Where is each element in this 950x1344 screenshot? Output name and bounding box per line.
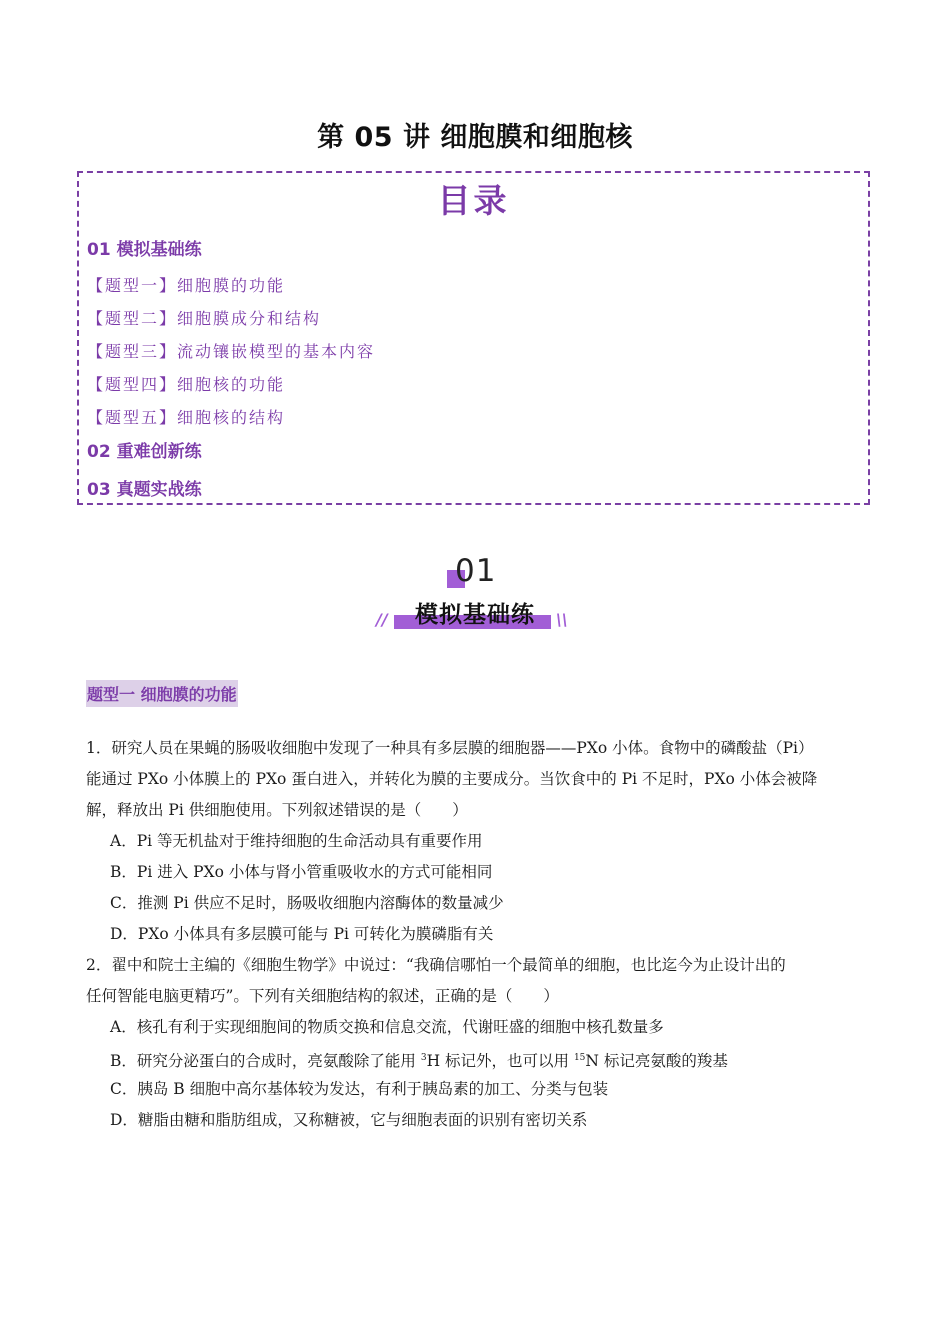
q2-option-b-mid: H 标记外，也可以用	[426, 1052, 574, 1070]
banner-left-slash: //	[376, 610, 388, 629]
q2-option-b-sup2: 15	[573, 1053, 586, 1063]
q1-option-d: D．PXo 小体具有多层膜可能与 Pi 可转化为膜磷脂有关	[110, 925, 494, 943]
q1-stem-line1: 1．研究人员在果蝇的肠吸收细胞中发现了一种具有多层膜的细胞器——PXo 小体。食物中的磷酸盐（Pi）	[86, 739, 814, 757]
q2-option-d: D．糖脂由糖和脂肪组成，又称糖被，它与细胞表面的识别有密切关系	[110, 1111, 588, 1129]
q2-stem-line1: 2．翟中和院士主编的《细胞生物学》中说过：“我确信哪怕一个最简单的细胞，也比迄今为止设计出的	[86, 956, 786, 974]
q2-option-b	[110, 1043, 728, 1077]
toc-heading: 目录	[437, 181, 510, 220]
page-title: 第 05 讲 细胞膜和细胞核	[317, 122, 633, 153]
toc-item-2[interactable]: 【题型二】细胞膜成分和结构	[87, 309, 322, 328]
type-heading: 题型一 细胞膜的功能	[86, 680, 238, 707]
q2-option-b-post: N 标记亮氨酸的羧基	[585, 1052, 728, 1070]
toc-item-3[interactable]: 【题型三】流动镶嵌模型的基本内容	[87, 342, 376, 361]
q2-option-b-sup1: 3	[420, 1053, 427, 1063]
q2-option-b-pre: B．研究分泌蛋白的合成时，亮氨酸除了能用	[110, 1052, 421, 1070]
q2-option-c: C．胰岛 B 细胞中高尔基体较为发达，有利于胰岛素的加工、分类与包装	[110, 1080, 609, 1098]
q2-option-a: A．核孔有利于实现细胞间的物质交换和信息交流，代谢旺盛的细胞中核孔数量多	[110, 1018, 664, 1036]
table-of-contents	[77, 171, 870, 505]
banner-label: 模拟基础练	[415, 602, 535, 628]
banner-number: 01	[455, 553, 497, 589]
section-banner	[370, 553, 580, 633]
q1-option-c: C．推测 Pi 供应不足时，肠吸收细胞内溶酶体的数量减少	[110, 894, 504, 912]
q1-option-a: A．Pi 等无机盐对于维持细胞的生命活动具有重要作用	[110, 832, 483, 850]
q1-stem-line3: 解，释放出 Pi 供细胞使用。下列叙述错误的是（ ）	[86, 801, 468, 819]
q2-stem-line2: 任何智能电脑更精巧”。下列有关细胞结构的叙述，正确的是（ ）	[86, 987, 559, 1005]
toc-section-2[interactable]: 02 重难创新练	[87, 442, 202, 462]
q1-stem-line2: 能通过 PXo 小体膜上的 PXo 蛋白进入，并转化为膜的主要成分。当饮食中的 Pi 不足时，PXo 小体会被降	[86, 770, 818, 788]
toc-section-1[interactable]: 01 模拟基础练	[87, 240, 202, 260]
toc-item-5[interactable]: 【题型五】细胞核的结构	[87, 408, 286, 427]
toc-item-4[interactable]: 【题型四】细胞核的功能	[87, 375, 286, 394]
q1-option-b: B．Pi 进入 PXo 小体与肾小管重吸收水的方式可能相同	[110, 863, 493, 881]
toc-item-1[interactable]: 【题型一】细胞膜的功能	[87, 276, 286, 295]
toc-section-3[interactable]: 03 真题实战练	[87, 480, 202, 500]
banner-right-slash: \\	[556, 610, 568, 629]
